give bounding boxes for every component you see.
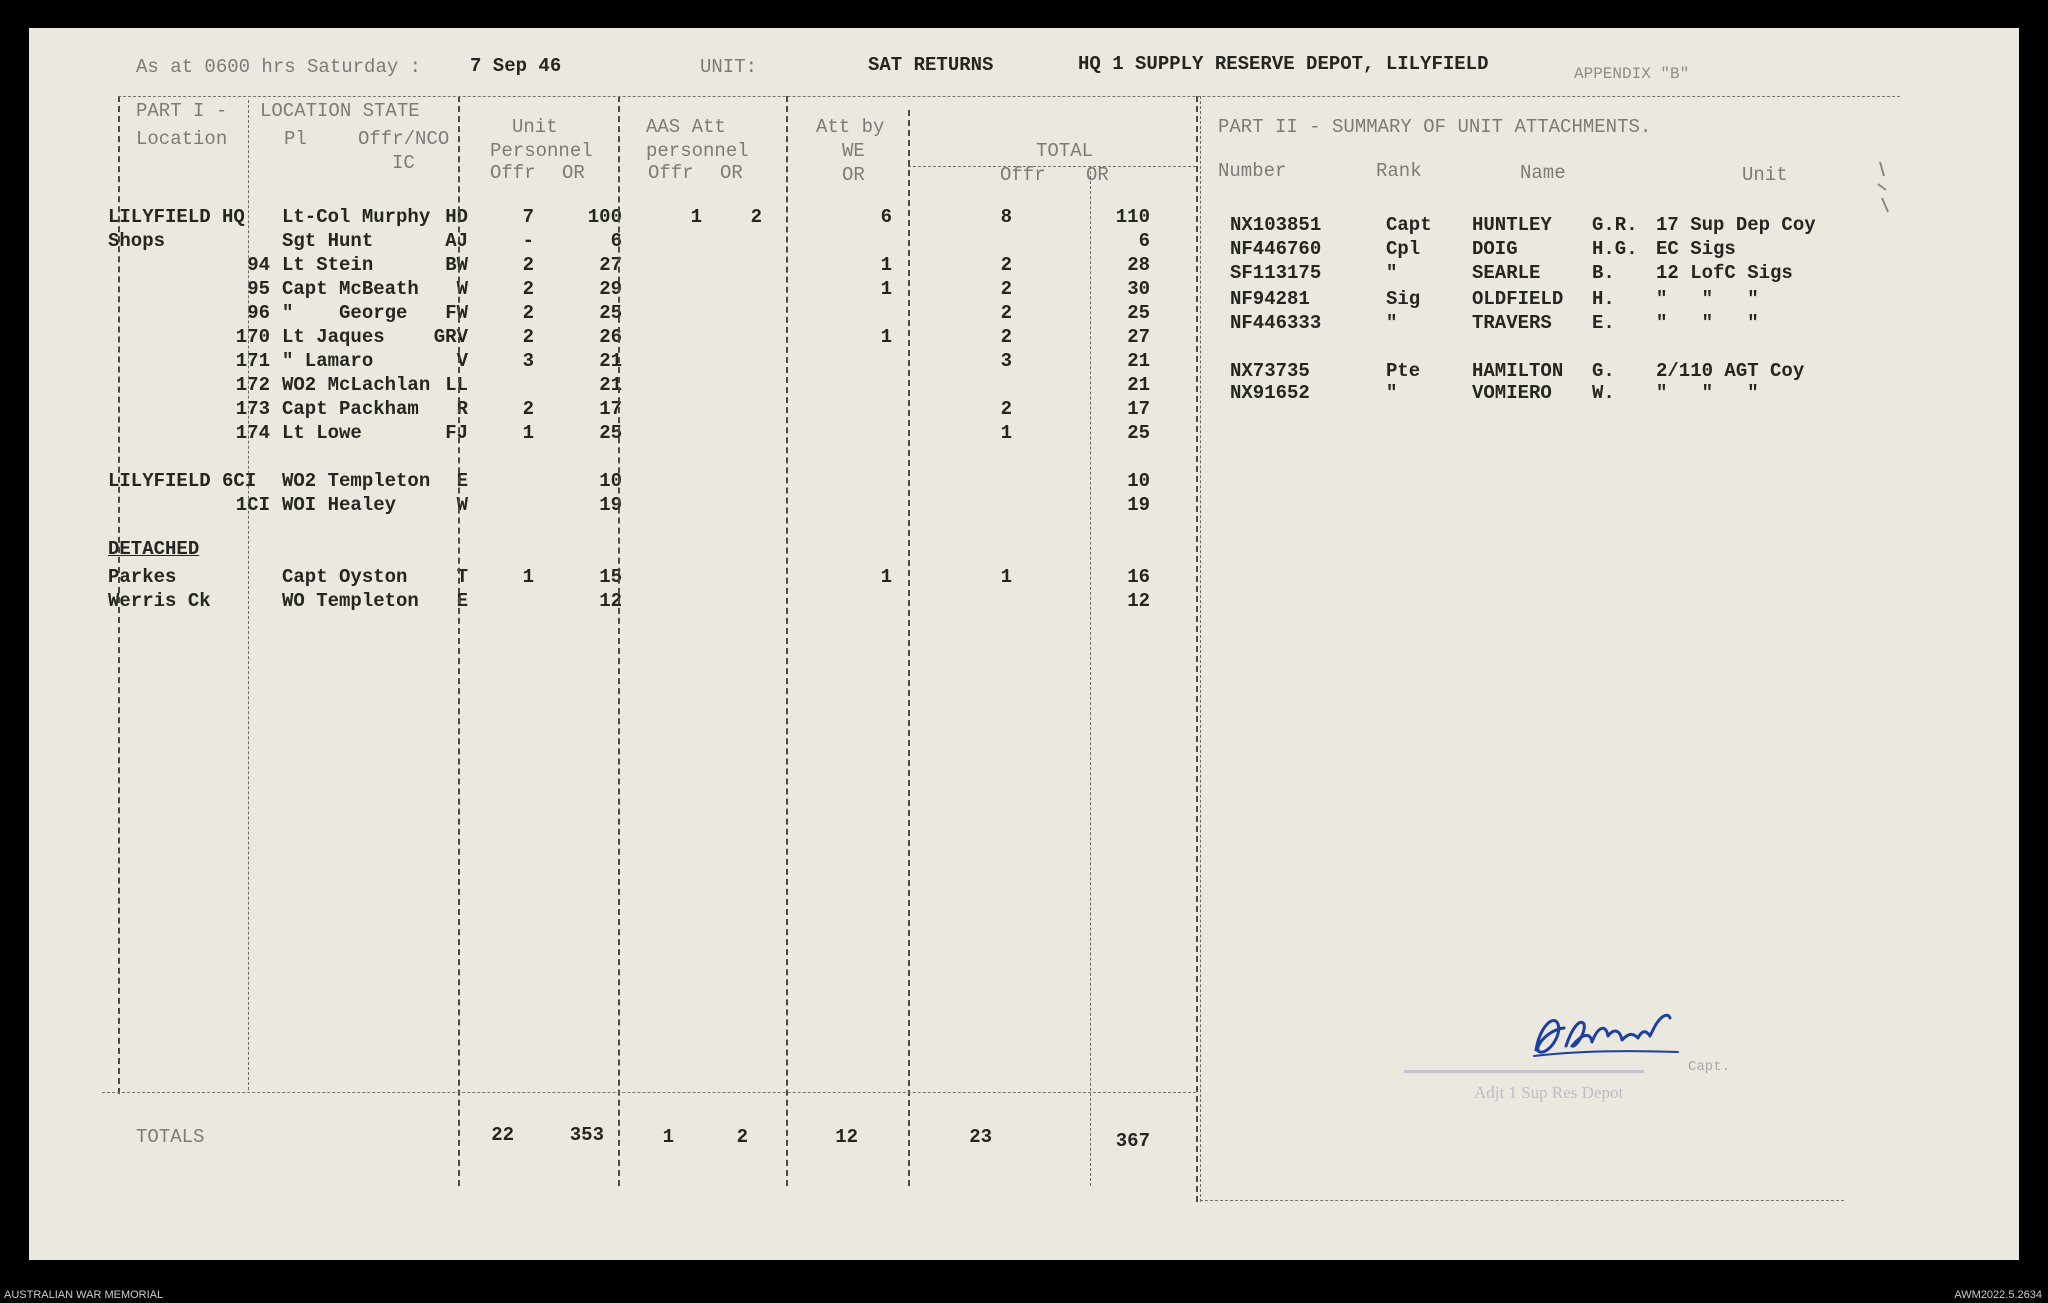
cell-to: 1 [1000,422,1012,444]
attachment-cell-rank: Capt [1386,214,1432,236]
col-unit2-header: Unit [1742,164,1788,186]
attachment-cell-num: NF446760 [1230,238,1322,260]
cell-init: AJ [445,230,468,252]
cell-uo: - [522,230,534,252]
col-total-header: TOTAL [1036,140,1094,162]
attachment-cell-rank: " [1386,262,1398,284]
table-rule-part2-inner [1200,96,1201,1202]
cell-uor: 15 [599,566,622,588]
cell-nco: WO2 McLachlan [282,374,431,396]
col-pl-header: Pl [284,128,307,150]
table-rule-bottom [1200,1200,1844,1201]
col-offr-nco-header: Offr/NCO [358,128,450,150]
attachment-cell-name: OLDFIELD [1472,288,1564,310]
col-personnel-header: Personnel [490,140,593,162]
attachment-cell-init: G. [1592,360,1615,382]
cell-to: 2 [1000,398,1012,420]
cell-init: LL [445,374,468,396]
cell-loc: LILYFIELD 6CI [108,470,257,492]
cell-uor: 29 [599,278,622,300]
table-rule-unit [618,96,620,1186]
cell-uo: 2 [522,398,534,420]
cell-we: 1 [880,278,892,300]
cell-uor: 25 [599,422,622,444]
table-rule-part2 [1196,96,1198,1202]
cell-nco: " George [282,302,408,324]
attachment-cell-rank: " [1386,312,1398,334]
table-rule-aas [786,96,788,1186]
cell-tor: 16 [1127,566,1150,588]
cell-tor: 6 [1138,230,1150,252]
cell-tor: 28 [1127,254,1150,276]
table-rule-left [118,96,120,1094]
cell-pl: 96 [247,302,270,324]
attachment-cell-unit: 2/110 AGT Coy [1656,360,1805,382]
cell-nco: Lt Lowe [282,422,362,444]
col-we-or-header: OR [842,164,865,186]
cell-uor: 6 [610,230,622,252]
col-rank-header: Rank [1376,160,1422,182]
attachment-cell-num: SF113175 [1230,262,1322,284]
cell-uor: 27 [599,254,622,276]
cell-to: 1 [1000,566,1012,588]
attachment-cell-unit: " " " [1656,312,1759,334]
cell-nco: Sgt Hunt [282,230,374,252]
cell-we: 1 [880,326,892,348]
cell-to: 2 [1000,302,1012,324]
cell-loc: Parkes [108,566,177,588]
signature-icon [1528,1006,1708,1064]
cell-pl: 174 [235,422,270,444]
attachment-cell-init: W. [1592,382,1615,404]
attachment-cell-init: B. [1592,262,1615,284]
cell-loc: Werris Ck [108,590,211,612]
cell-init: FW [445,302,468,324]
col-unit-header: Unit [512,116,558,138]
attachment-cell-rank: Pte [1386,360,1421,382]
adjutant-stamp: Adjt 1 Sup Res Depot [1474,1083,1624,1102]
cell-tor: 17 [1127,398,1150,420]
attachment-cell-init: E. [1592,312,1615,334]
total-total-offr: 23 [969,1126,992,1148]
cell-uo: 2 [522,302,534,324]
attachment-cell-init: G.R. [1592,214,1638,236]
cell-uo: 2 [522,278,534,300]
attachment-cell-name: HAMILTON [1472,360,1564,382]
cell-tor: 21 [1127,374,1150,396]
cell-nco: Capt Oyston [282,566,408,588]
cell-tor: 25 [1127,302,1150,324]
table-rule-totals [102,1092,1196,1093]
cell-init: E [456,590,468,612]
appendix-label: APPENDIX "B" [1574,65,1690,83]
cell-uor: 12 [599,590,622,612]
cell-init: V [456,350,468,372]
cell-we: 6 [880,206,892,228]
as-at-label: As at 0600 hrs Saturday : [136,56,422,78]
attachment-cell-name: DOIG [1472,238,1518,260]
cell-uor: 10 [599,470,622,492]
cell-tor: 110 [1115,206,1150,228]
attachment-cell-unit: 12 LofC Sigs [1656,262,1793,284]
col-unit-offr-header: Offr [490,162,536,184]
part1-subtitle: LOCATION STATE [260,100,420,122]
signature-line [1404,1070,1644,1073]
total-we-or: 12 [835,1126,858,1148]
cell-uor: 19 [599,494,622,516]
attachment-cell-num: NF94281 [1230,288,1310,310]
attachment-cell-rank: " [1386,382,1398,404]
table-rule-we [908,110,910,1186]
cell-init: T [456,566,468,588]
cell-tor: 19 [1127,494,1150,516]
signature-rank: Capt. [1688,1059,1731,1075]
cell-pl: 172 [235,374,270,396]
cell-nco: WO2 Templeton [282,470,431,492]
total-aas-or: 2 [736,1126,748,1148]
cell-init: GRV [433,326,468,348]
cell-tor: 25 [1127,422,1150,444]
total-unit-offr: 22 [491,1124,514,1146]
totals-label: TOTALS [136,1126,205,1148]
table-rule-location [248,100,249,1090]
cell-init: FJ [445,422,468,444]
col-att-by-header: Att by [816,116,885,138]
cell-nco: WOI Healey [282,494,397,516]
col-total-offr-header: Offr [1000,164,1046,186]
footer-bar [0,1288,2048,1303]
detached-label: DETACHED [108,538,200,560]
attachment-cell-name: VOMIERO [1472,382,1552,404]
cell-tor: 30 [1127,278,1150,300]
cell-init: W [456,278,468,300]
unit-name: HQ 1 SUPPLY RESERVE DEPOT, LILYFIELD [1078,53,1489,75]
cell-pl: 94 [247,254,270,276]
report-date: 7 Sep 46 [470,55,562,77]
cell-pl: 1CI [235,494,270,516]
col-location-header: Location [136,128,228,150]
cell-we: 1 [880,566,892,588]
col-unit-or-header: OR [562,162,585,184]
ink-mark-icon [1870,158,1894,218]
cell-pl: 171 [235,350,270,372]
returns-title: SAT RETURNS [868,54,994,76]
total-total-or: 367 [1115,1130,1150,1152]
table-rule-total-split [1090,166,1091,1186]
total-aas-offr: 1 [662,1126,674,1148]
cell-to: 8 [1000,206,1012,228]
cell-tor: 10 [1127,470,1150,492]
cell-init: R [456,398,468,420]
cell-tor: 12 [1127,590,1150,612]
col-name-header: Name [1520,162,1566,184]
table-rule-ic [458,96,460,1186]
attachment-cell-num: NX73735 [1230,360,1310,382]
attachment-cell-num: NF446333 [1230,312,1322,334]
attachment-cell-num: NX91652 [1230,382,1310,404]
footer-accession: AWM2022.5.2634 [1954,1289,2042,1301]
cell-loc: LILYFIELD HQ [108,206,245,228]
unit-label: UNIT: [700,56,758,78]
attachment-cell-name: HUNTLEY [1472,214,1552,236]
table-rule-total-under [908,166,1196,167]
attachment-cell-name: TRAVERS [1472,312,1552,334]
cell-to: 2 [1000,254,1012,276]
cell-pl: 173 [235,398,270,420]
cell-init: W [456,494,468,516]
cell-uor: 21 [599,350,622,372]
col-aas-header: AAS Att [646,116,726,138]
cell-uo: 7 [522,206,534,228]
cell-init: HD [445,206,468,228]
cell-nco: Lt-Col Murphy [282,206,431,228]
cell-we: 1 [880,254,892,276]
cell-init: BW [445,254,468,276]
cell-nco: " Lamaro [282,350,374,372]
col-aas-offr-header: Offr [648,162,694,184]
cell-uor: 17 [599,398,622,420]
attachment-cell-unit: EC Sigs [1656,238,1736,260]
cell-uo: 2 [522,254,534,276]
attachment-cell-rank: Cpl [1386,238,1421,260]
cell-nco: WO Templeton [282,590,419,612]
attachment-cell-num: NX103851 [1230,214,1322,236]
cell-to: 3 [1000,350,1012,372]
cell-uor: 100 [587,206,622,228]
col-number-header: Number [1218,160,1287,182]
cell-uo: 1 [522,422,534,444]
cell-ao: 1 [690,206,702,228]
cell-uo: 2 [522,326,534,348]
col-aas-personnel-header: personnel [646,140,749,162]
cell-nco: Capt Packham [282,398,419,420]
attachment-cell-name: SEARLE [1472,262,1541,284]
attachment-cell-rank: Sig [1386,288,1421,310]
cell-uor: 25 [599,302,622,324]
cell-tor: 27 [1127,326,1150,348]
cell-aor: 2 [750,206,762,228]
footer-credit: AUSTRALIAN WAR MEMORIAL [4,1289,164,1301]
cell-nco: Lt Stein [282,254,374,276]
col-total-or-header: OR [1086,164,1109,186]
cell-tor: 21 [1127,350,1150,372]
cell-to: 2 [1000,326,1012,348]
cell-uo: 1 [522,566,534,588]
signature-block [1528,1006,1708,1069]
cell-loc: Shops [108,230,166,252]
cell-uor: 21 [599,374,622,396]
attachment-cell-init: H.G. [1592,238,1638,260]
table-rule-top [118,96,1900,97]
cell-uo: 3 [522,350,534,372]
col-aas-or-header: OR [720,162,743,184]
cell-init: E [456,470,468,492]
cell-pl: 95 [247,278,270,300]
cell-uor: 26 [599,326,622,348]
attachment-cell-init: H. [1592,288,1615,310]
col-ic-header: IC [392,152,415,174]
part2-title: PART II - SUMMARY OF UNIT ATTACHMENTS. [1218,116,1652,138]
cell-to: 2 [1000,278,1012,300]
part1-title: PART I - [136,100,228,122]
attachment-cell-unit: " " " [1656,288,1759,310]
attachment-cell-unit: 17 Sup Dep Coy [1656,214,1816,236]
cell-nco: Lt Jaques [282,326,385,348]
cell-nco: Capt McBeath [282,278,419,300]
col-we-header: WE [842,140,865,162]
attachment-cell-unit: " " " [1656,382,1759,404]
total-unit-or: 353 [569,1124,604,1146]
cell-pl: 170 [235,326,270,348]
